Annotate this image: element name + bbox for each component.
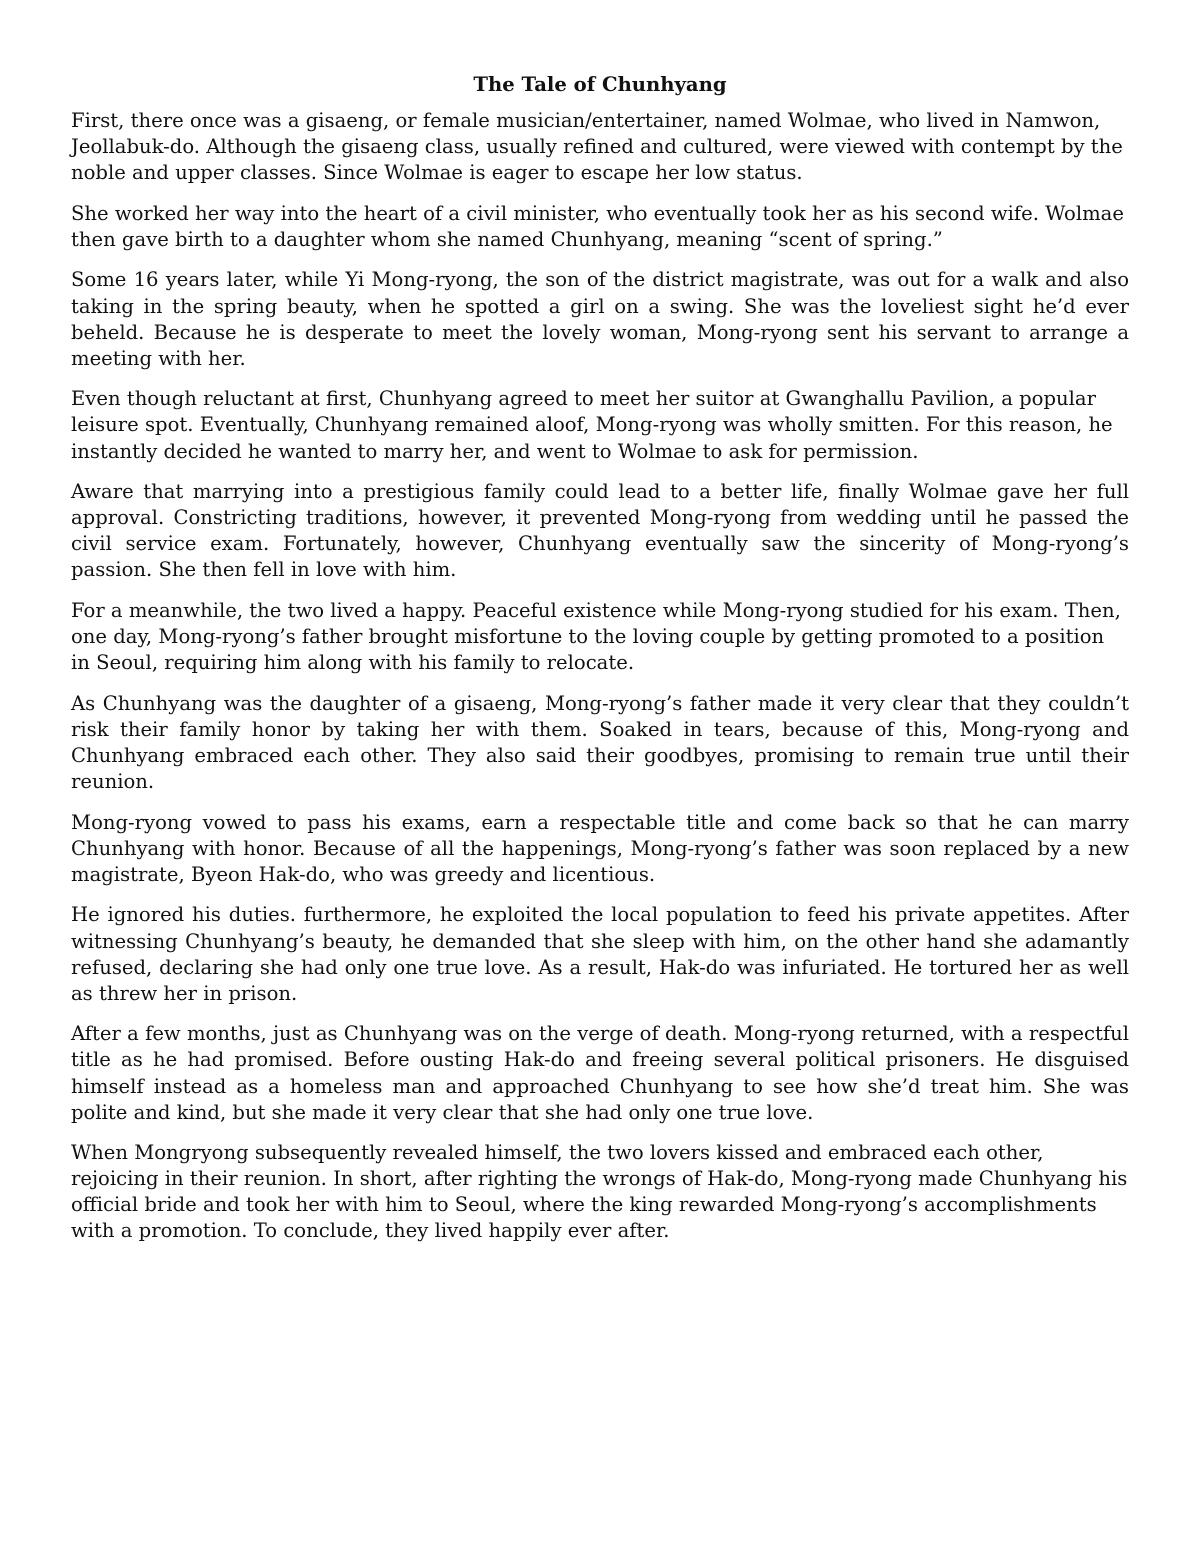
- paragraph-8: Mong-ryong vowed to pass his exams, earn a respectable title and come back so that he can marry Chunhyang with honor. Because of all the happenings, Mong-ryong’s father was soon replaced by a new magistrate, Byeon Hak-do, who was greedy and licentious.: [71, 810, 1129, 886]
- paragraph-9: He ignored his duties. furthermore, he exploited the local population to feed his private appetites. After witnessing Chunhyang’s beauty, he demanded that she sleep with him, on the other hand she adamantly refused, declaring she had only one true love. As a result, Hak-do was infuriated. He tortured her as well as threw her in prison.: [71, 903, 1129, 1005]
- paragraph-4: Even though reluctant at first, Chunhyang agreed to meet her suitor at Gwanghallu Pavilion, a popular leisure spot. Eventually, Chunhyang remained aloof, Mong-ryong was wholly smitten. For this reason, he instantly decided he wanted to marry her, and went to Wolmae to ask for permission.: [71, 387, 1113, 463]
- document-title: The Tale of Chunhyang: [473, 73, 727, 96]
- paragraph-5: Aware that marrying into a prestigious family could lead to a better life, finally Wolmae gave her full approval. Constricting traditions, however, it prevented Mong-ryong from wedding until he passed the civil service exam. Fortunately, however, Chunhyang eventually saw the sincerity of Mong-ryong’s passion. She then fell in love with him.: [71, 480, 1129, 582]
- paragraph-6: For a meanwhile, the two lived a happy. Peaceful existence while Mong-ryong studied for his exam. Then, one day, Mong-ryong’s father brought misfortune to the loving couple by getting promoted to a position in Seoul, requiring him along with his family to relocate.: [71, 599, 1121, 675]
- paragraph-3: Some 16 years later, while Yi Mong-ryong, the son of the district magistrate, was out for a walk and also taking in the spring beauty, when he spotted a girl on a swing. She was the loveliest sight he’d ever beheld. Because he is desperate to meet the lovely woman, Mong-ryong sent his servant to arrange a meeting with her.: [71, 268, 1129, 370]
- paragraph-7: As Chunhyang was the daughter of a gisaeng, Mong-ryong’s father made it very clear that they couldn’t risk their family honor by taking her with them. Soaked in tears, because of this, Mong-ryong and Chunhyang embraced each other. They also said their goodbyes, promising to remain true until their reunion.: [71, 691, 1129, 794]
- document-body: [71, 72, 1129, 1259]
- paragraph-11: When Mongryong subsequently revealed himself, the two lovers kissed and embraced each other, rejoicing in their reunion. In short, after righting the wrongs of Hak-do, Mong-ryong made Chunhyang his official bride and took her with him to Seoul, where the king rewarded Mong-ryong’s accomplishments with a promotion. To conclude, they lived happily ever after.: [71, 1141, 1128, 1243]
- paragraph-10: After a few months, just as Chunhyang was on the verge of death. Mong-ryong returned, with a respectful title as he had promised. Before ousting Hak-do and freeing several political prisoners. He disguised himself instead as a homeless man and approached Chunhyang to see how she’d treat him. She was polite and kind, but she made it very clear that she had only one true love.: [71, 1022, 1129, 1124]
- paragraph-2: She worked her way into the heart of a civil minister, who eventually took her as his second wife. Wolmae then gave birth to a daughter whom she named Chunhyang, meaning “scent of spring.”: [71, 201, 1124, 251]
- paragraph-1: First, there once was a gisaeng, or female musician/entertainer, named Wolmae, who lived in Namwon, Jeollabuk-do. Although the gisaeng class, usually refined and cultured, were viewed with contempt by the noble and upper classes. Since Wolmae is eager to escape her low status.: [71, 109, 1123, 185]
